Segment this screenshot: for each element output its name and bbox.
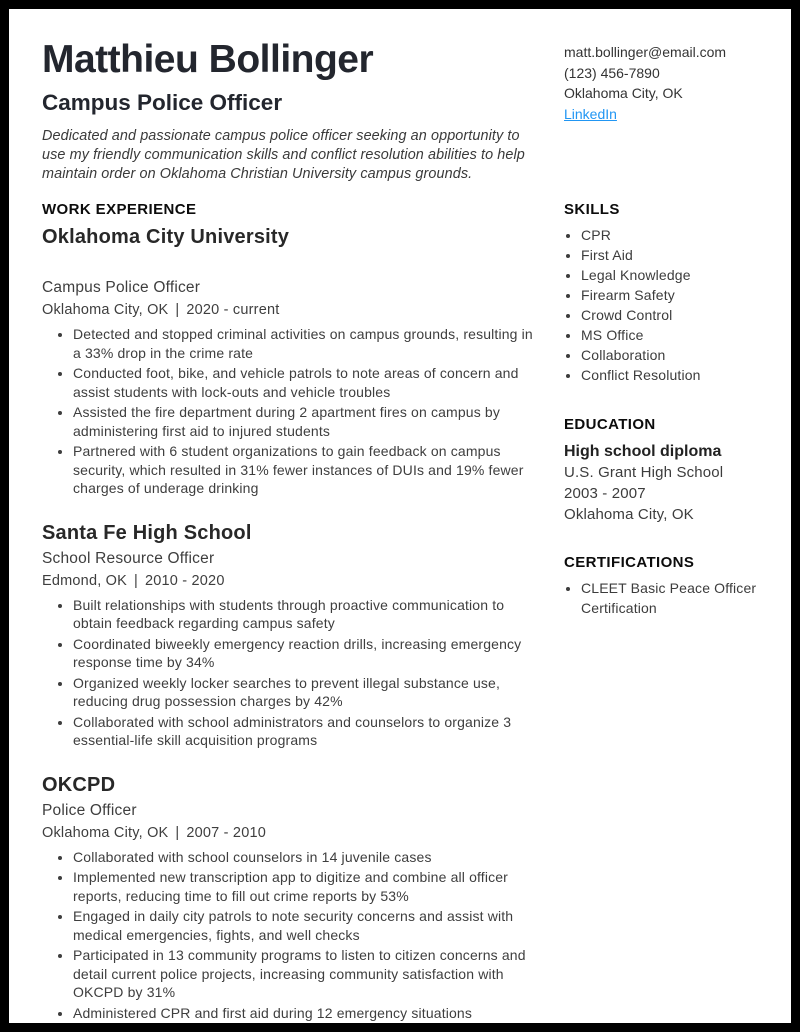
header-identity [42,37,542,184]
job-bullet: • Collaborated with school counselors in 14 juvenile cases [73,848,542,867]
job-bullets [42,848,542,1023]
job-bullet: • Assisted the fire department during 2 apartment fires on campus by administering first aid to injured students [73,403,542,440]
job-bullet: • Partnered with 6 student organizations to gain feedback on campus security, which resulted in 31% fewer instances of DUIs and 19% fewer charges of underage drinking [73,442,542,498]
job-company: Oklahoma City University [42,226,290,248]
work-experience-heading: WORK EXPERIENCE [42,201,197,218]
job-meta [42,301,542,320]
job-bullet: • Administered CPR and first aid during 12 emergency situations [73,1004,542,1023]
job-bullet: • Participated in 13 community programs to listen to citizen concerns and detail current police projects, increasing community satisfaction with OKCPD by 31% [73,946,542,1002]
contact-location: Oklahoma City, OK [564,85,683,101]
job-role: School Resource Officer [42,549,215,567]
job-bullet: • Implemented new transcription app to digitize and combine all officer reports, reducing time to fill out crime reports by 53% [73,868,542,905]
job-bullet: • Engaged in daily city patrols to note security concerns and assist with medical emergencies, fights, and well checks [73,907,542,944]
skill-item: • MS Office [581,325,765,345]
job-role: Police Officer [42,801,137,819]
job-meta [42,824,542,843]
job-location: Edmond, OK [42,572,128,589]
education-heading: EDUCATION [564,416,656,433]
work-experience-section [42,201,542,1024]
candidate-name: Matthieu Bollinger [42,38,374,81]
education-degree: High school diploma [564,443,722,460]
skill-item: • Conflict Resolution [581,365,765,385]
meta-separator: | [134,572,138,589]
candidate-title: Campus Police Officer [42,90,283,115]
sidebar [564,201,765,1024]
education-section [564,416,765,525]
contact-block [564,37,765,184]
skills-section [564,201,765,385]
meta-separator: | [175,824,180,841]
job-role: Campus Police Officer [42,279,201,296]
skill-item: • Legal Knowledge [581,265,765,285]
skill-item: • Collaboration [581,345,765,365]
job-bullet: • Organized weekly locker searches to prevent illegal substance use, reducing drug possession charges by 42% [73,674,542,711]
linkedin-link[interactable]: LinkedIn [564,105,617,122]
job-okc-university [42,225,542,498]
skill-item: • Firearm Safety [581,285,765,305]
job-company: OKCPD [42,773,116,796]
certifications-list [564,578,765,618]
job-bullets [42,596,542,750]
job-okcpd [42,773,542,1023]
contact-phone: (123) 456-7890 [564,64,660,81]
education-school: U.S. Grant High School [564,464,724,481]
skill-item: • First Aid [581,245,765,265]
job-bullet: • Conducted foot, bike, and vehicle patrols to note areas of concern and assist students with lock-outs and vehicle troubles [73,364,542,401]
education-location: Oklahoma City, OK [564,506,694,523]
job-company: Santa Fe High School [42,521,252,544]
job-bullet: • Detected and stopped criminal activities on campus grounds, resulting in a 33% drop in the crime rate [73,325,542,362]
job-bullet: • Collaborated with school administrators and counselors to organize 3 essential-life skill acquisition programs [73,713,542,750]
job-santa-fe-high-school [42,521,542,750]
job-dates: 2007 - 2010 [186,824,266,841]
job-location: Oklahoma City, OK [42,302,169,318]
job-meta [42,572,542,591]
skill-item: • Crowd Control [581,305,765,325]
skill-item: • CPR [581,225,765,245]
meta-separator: | [175,302,180,318]
skills-list [564,225,765,385]
resume-content [9,9,791,1024]
job-dates: 2020 - current [186,302,280,318]
job-dates: 2010 - 2020 [144,572,225,589]
contact-email: matt.bollinger@email.com [564,44,727,60]
summary-text: Dedicated and passionate campus police officer seeking an opportunity to use my friendly communication skills and conflict resolution abilities to help maintain order on Oklahoma Christian University campus grounds. [42,128,525,182]
job-bullet: • Coordinated biweekly emergency reaction drills, increasing emergency response time by 34% [73,635,542,672]
job-location: Oklahoma City, OK [42,824,169,841]
skills-heading: SKILLS [564,201,620,218]
certifications-heading: CERTIFICATIONS [564,554,695,571]
certification-item: • CLEET Basic Peace Officer Certification [581,578,765,618]
certifications-section [564,554,765,618]
job-bullet: • Built relationships with students through proactive communication to obtain feedback regarding campus safety [73,596,542,633]
education-years: 2003 - 2007 [564,485,646,502]
job-bullets [42,325,542,498]
